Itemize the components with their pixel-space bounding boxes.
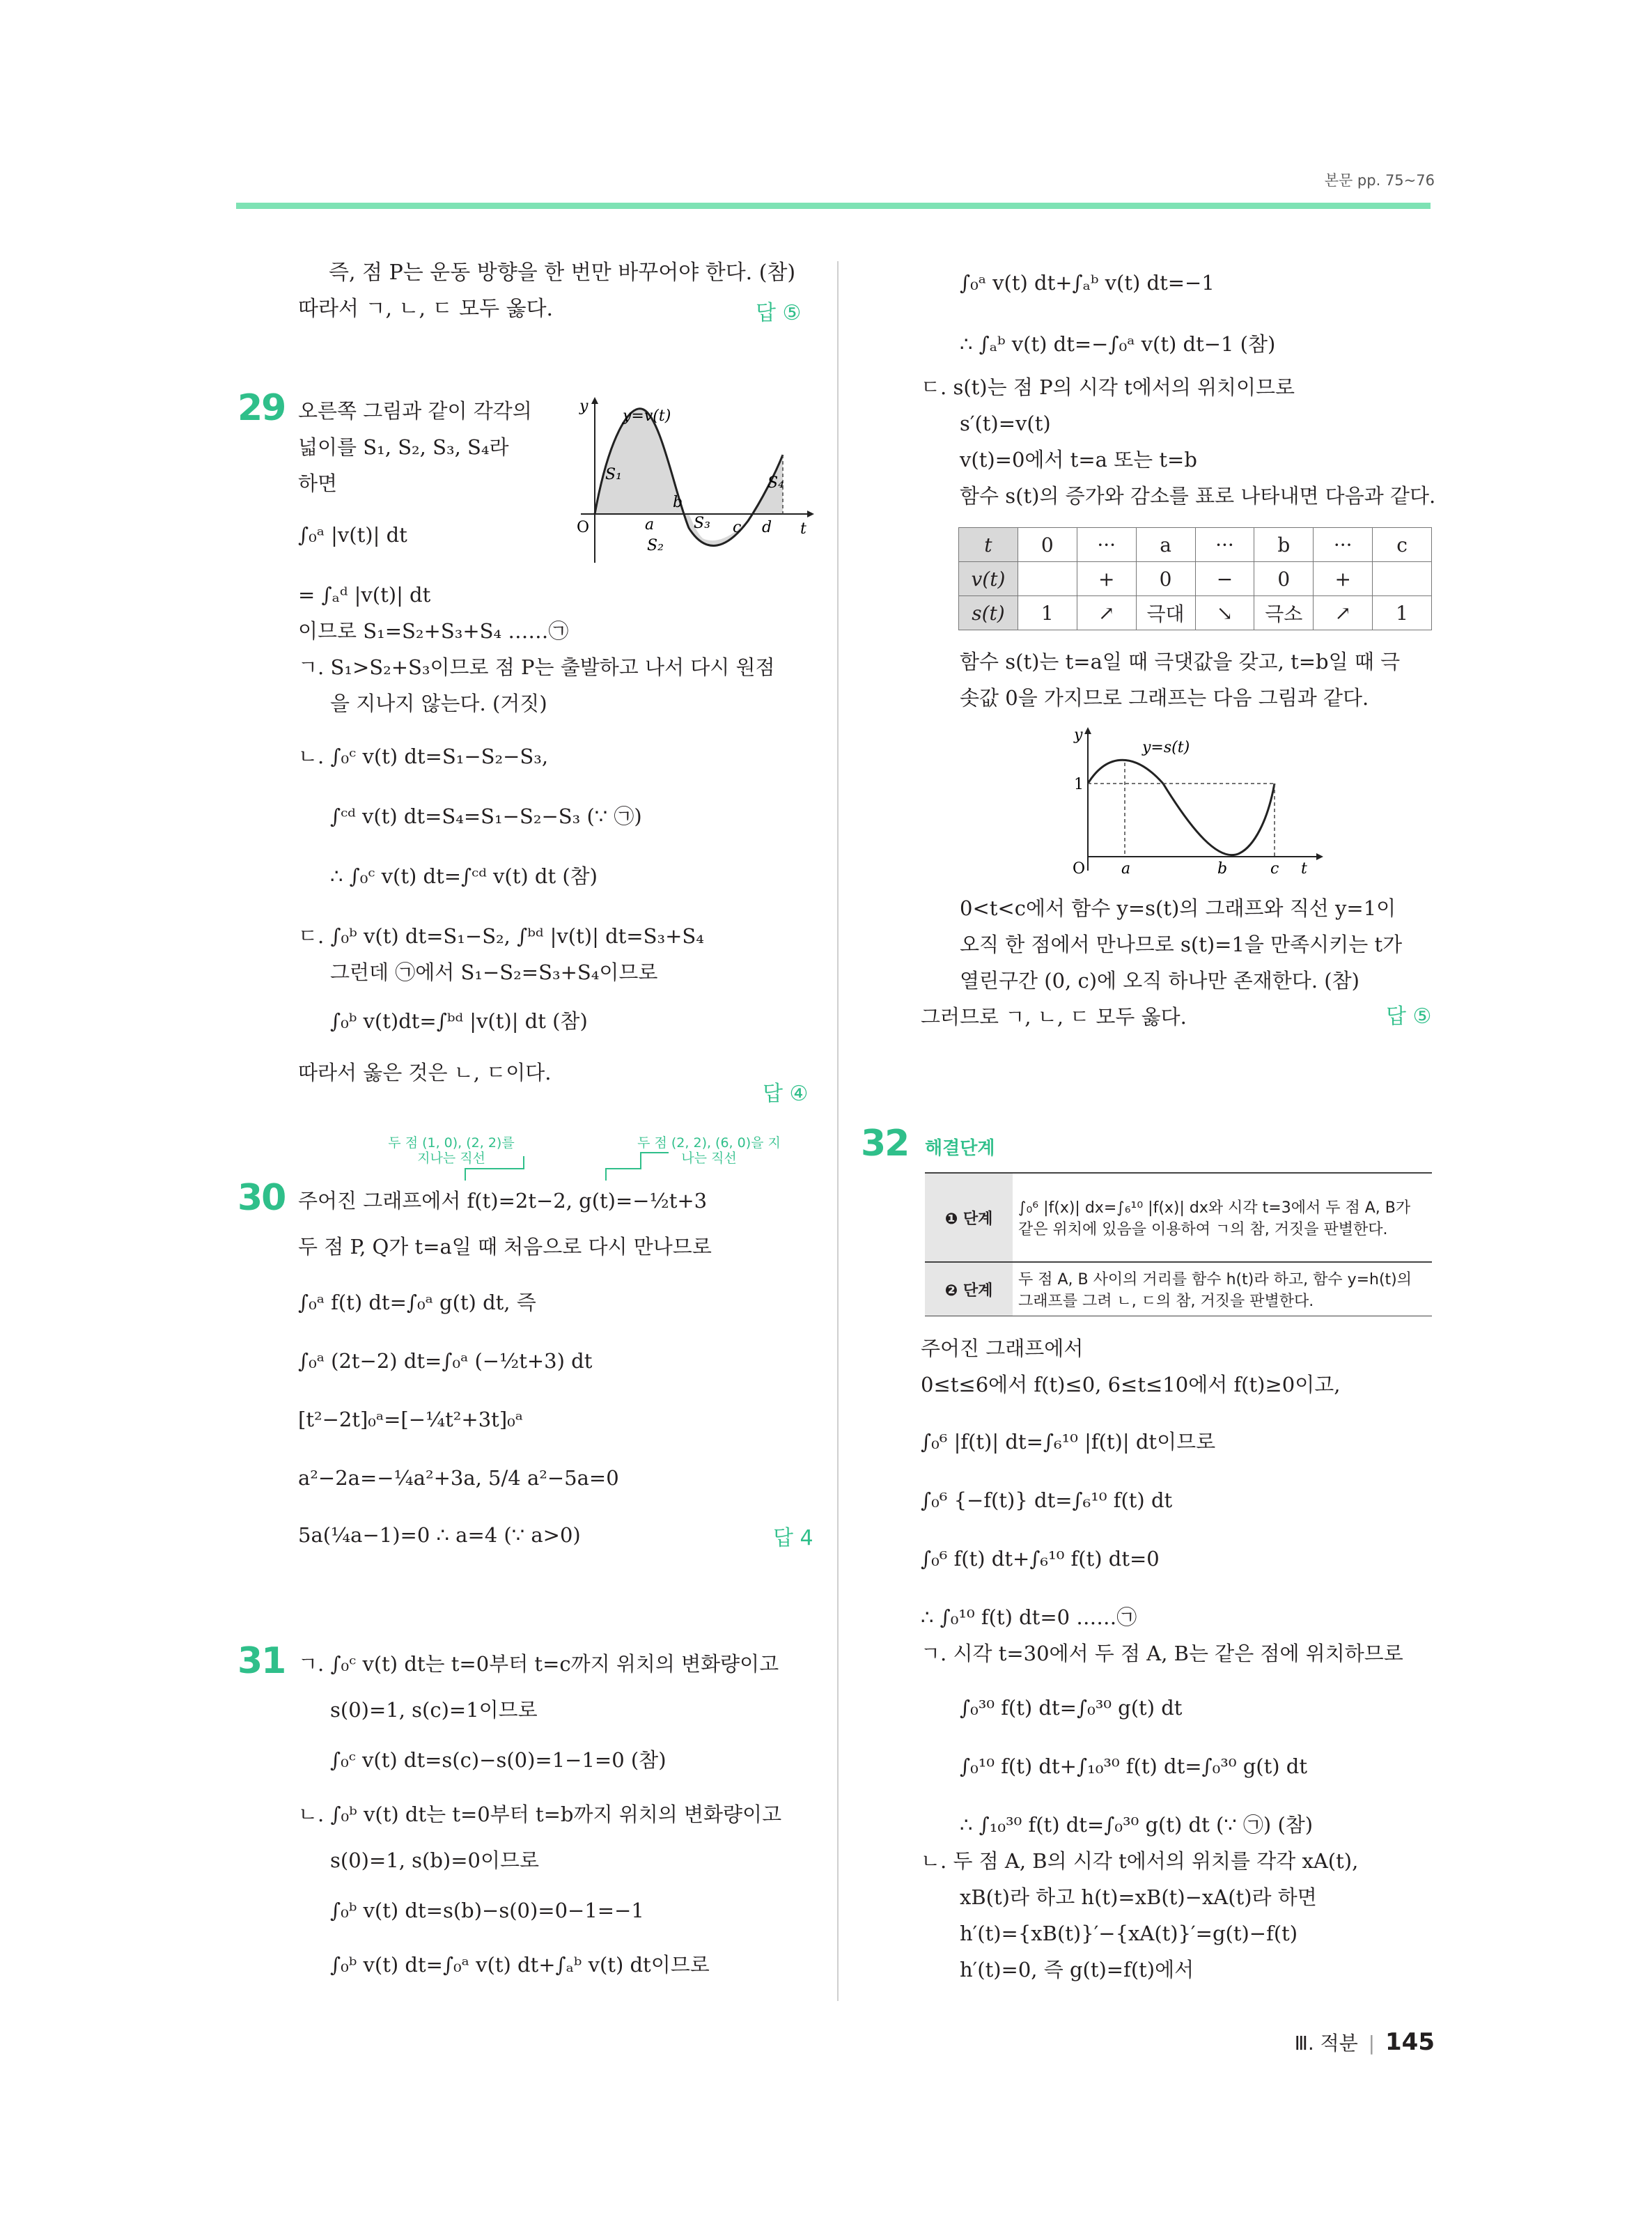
table-cell: +: [1314, 562, 1373, 596]
q29-line: ㄴ. ∫₀ᶜ v(t) dt=S₁−S₂−S₃,: [298, 745, 549, 768]
table-row: [959, 596, 1432, 630]
q31-cont-line: 솟값 0을 가지므로 그래프는 다음 그림과 같다.: [960, 686, 1369, 710]
q30-line: a²−2a=−¼a²+3a, 5/4 a²−5a=0: [298, 1466, 619, 1490]
q32-line: 주어진 그래프에서: [921, 1337, 1084, 1360]
q31-cont-bottom: [921, 890, 1436, 1035]
axis-label-t: t: [1301, 860, 1307, 878]
q30-block: [298, 1183, 813, 1553]
curve-label: y=v(t): [623, 407, 671, 425]
q31-cont-line: ㄷ. s(t)는 점 P의 시각 t에서의 위치이므로: [921, 375, 1295, 399]
table-cell: v(t): [959, 562, 1018, 596]
table-cell: [1018, 562, 1077, 596]
table-cell: b: [1254, 528, 1314, 562]
intro-line: 즉, 점 P는 운동 방향을 한 번만 바꾸어야 한다. (참): [329, 260, 796, 285]
q29-line: ∫₀ᵇ v(t)dt=∫ᵇᵈ |v(t)| dt (참): [330, 1009, 588, 1033]
increase-decrease-table: [958, 527, 1432, 630]
page-footer: [1295, 2028, 1435, 2056]
point-label-c: c: [733, 519, 742, 536]
area-label-s1: S₁: [605, 466, 622, 483]
q32-line: ∫₀⁶ {−f(t)} dt=∫₆¹⁰ f(t) dt: [921, 1488, 1173, 1512]
q31-cont-line: 오직 한 점에서 만나므로 s(t)=1을 만족시키는 t가: [960, 933, 1403, 956]
axis-label-t: t: [800, 520, 806, 538]
point-label-b: b: [673, 494, 683, 511]
q31-cont-line: ∫₀ᵃ v(t) dt+∫ₐᵇ v(t) dt=−1: [960, 271, 1215, 295]
q31-cont-line: s′(t)=v(t): [960, 412, 1051, 435]
table-row: [925, 1173, 1432, 1262]
q32-line: ∫₀⁶ f(t) dt+∫₆¹⁰ f(t) dt=0: [921, 1547, 1160, 1571]
q29-line: 을 지나지 않는다. (거짓): [330, 692, 547, 715]
question-number-31: 31: [237, 1640, 286, 1682]
table-cell: s(t): [959, 596, 1018, 630]
table-cell: +: [1077, 562, 1136, 596]
q30-line: [t²−2t]₀ᵃ=[−¼t²+3t]₀ᵃ: [298, 1408, 523, 1431]
point-label-a: a: [645, 516, 655, 534]
table-cell: ···: [1077, 528, 1136, 562]
q29-line: ㄷ. ∫₀ᵇ v(t) dt=S₁−S₂, ∫ᵇᵈ |v(t)| dt=S₃+S₄: [298, 924, 704, 948]
q29-answer: 답 ④: [763, 1082, 809, 1106]
q32-line: ㄱ. 시각 t=30에서 두 점 A, B는 같은 점에 위치하므로: [921, 1642, 1403, 1665]
q31-cont-line: 함수 s(t)는 t=a일 때 극댓값을 갖고, t=b일 때 극: [960, 650, 1401, 673]
step-text: ∫₀⁶ |f(x)| dx=∫₆¹⁰ |f(x)| dx와 시각 t=3에서 두 점 A, B가 같은 위치에 있음을 이용하여 ㄱ의 참, 거짓을 판별한다.: [1013, 1173, 1432, 1262]
table-row: [925, 1262, 1432, 1316]
q30-line: 5a(¼a−1)=0 ∴ a=4 (∵ a>0): [298, 1523, 581, 1547]
q29-line: 이므로 S₁=S₂+S₃+S₄ ……㉠: [298, 619, 569, 643]
table-row: [959, 562, 1432, 596]
q31-line: ㄱ. ∫₀ᶜ v(t) dt는 t=0부터 t=c까지 위치의 변화량이고: [298, 1652, 779, 1676]
area-label-s3: S₃: [694, 515, 710, 532]
page-number: 145: [1385, 2028, 1435, 2056]
table-cell: 1: [1018, 596, 1077, 630]
q32-block: [921, 1330, 1436, 1988]
table-cell: ↘: [1195, 596, 1254, 630]
tick-label-a: a: [1121, 860, 1131, 878]
q32-line: ∫₀¹⁰ f(t) dt+∫₁₀³⁰ f(t) dt=∫₀³⁰ g(t) dt: [960, 1754, 1308, 1778]
table-cell: ↗: [1314, 596, 1373, 630]
q32-line: ∴ ∫₀¹⁰ f(t) dt=0 ……㉠: [921, 1605, 1137, 1629]
q31-line: ∫₀ᵇ v(t) dt=s(b)−s(0)=0−1=−1: [330, 1899, 644, 1922]
q31-cont-line: 열린구간 (0, c)에 오직 하나만 존재한다. (참): [960, 969, 1359, 992]
q32-line: h′(t)=0, 즉 g(t)=f(t)에서: [960, 1958, 1194, 1981]
intro-answer: 답 ⑤: [756, 301, 802, 325]
question-number-32: 32: [861, 1123, 909, 1165]
area-label-s2: S₂: [647, 537, 664, 554]
column-divider: [837, 261, 839, 2001]
q29-line: 오른쪽 그림과 같이 각각의: [298, 399, 532, 423]
q32-line: h′(t)={xB(t)}′−{xA(t)}′=g(t)−f(t): [960, 1922, 1298, 1945]
step-label: ❶ 단계: [925, 1173, 1013, 1262]
q31-answer: 답 ⑤: [1386, 1004, 1432, 1029]
q32-line: 0≤t≤6에서 f(t)≤0, 6≤t≤10에서 f(t)≥0이고,: [921, 1373, 1341, 1396]
q32-line: ∫₀⁶ |f(t)| dt=∫₆¹⁰ |f(t)| dt이므로: [921, 1430, 1216, 1454]
axis-label-y: y: [1074, 726, 1083, 744]
table-row: [959, 528, 1432, 562]
table-cell: ↗: [1077, 596, 1136, 630]
solution-steps-table: [925, 1172, 1432, 1316]
area-label-s4: S₄: [767, 474, 784, 492]
table-cell: 극대: [1136, 596, 1195, 630]
table-cell: 1: [1373, 596, 1432, 630]
tick-label-c: c: [1270, 860, 1279, 878]
q29-line: ∫₀ᵃ |v(t)| dt: [298, 523, 407, 547]
q29-velocity-graph: [567, 396, 818, 570]
q31-cont-line: 그러므로 ㄱ, ㄴ, ㄷ 모두 옳다.: [921, 1005, 1187, 1029]
q30-hint-left: 두 점 (1, 0), (2, 2)를 지나는 직선: [388, 1135, 515, 1166]
q30-answer: 답 4: [773, 1526, 813, 1550]
q30-line: ∫₀ᵃ (2t−2) dt=∫₀ᵃ (−½t+3) dt: [298, 1349, 593, 1373]
table-cell: 극소: [1254, 596, 1314, 630]
origin-label: O: [577, 519, 590, 536]
page-reference: 본문 pp. 75~76: [1324, 172, 1435, 189]
table-cell: −: [1195, 562, 1254, 596]
q31-cont-top: [921, 265, 1436, 514]
step-label: ❷ 단계: [925, 1262, 1013, 1316]
q29-line: 그런데 ㉠에서 S₁−S₂=S₃+S₄이므로: [330, 960, 658, 984]
step-text: 두 점 A, B 사이의 거리를 함수 h(t)라 하고, 함수 y=h(t)의 그래프를 그려 ㄴ, ㄷ의 참, 거짓을 판별한다.: [1013, 1262, 1432, 1316]
table-cell: a: [1136, 528, 1195, 562]
table-cell: [1373, 562, 1432, 596]
q31-cont-line: v(t)=0에서 t=a 또는 t=b: [960, 448, 1197, 472]
question-number-30: 30: [237, 1177, 286, 1219]
q31-cont-line: 0<t<c에서 함수 y=s(t)의 그래프와 직선 y=1이: [960, 896, 1396, 920]
intro-block: [298, 255, 813, 327]
q30-hint-right: 두 점 (2, 2), (6, 0)을 지나는 직선: [637, 1135, 781, 1166]
tick-label-1: 1: [1074, 776, 1084, 793]
table-cell: ···: [1314, 528, 1373, 562]
q31-block: [298, 1646, 827, 1983]
q29-line: ∴ ∫₀ᶜ v(t) dt=∫ᶜᵈ v(t) dt (참): [330, 864, 598, 888]
q30-line: 두 점 P, Q가 t=a일 때 처음으로 다시 만나므로: [298, 1235, 712, 1259]
header-rule: [236, 203, 1431, 209]
q31-line: s(0)=1, s(b)=0이므로: [330, 1848, 540, 1872]
q31-line: ∫₀ᶜ v(t) dt=s(c)−s(0)=1−1=0 (참): [330, 1748, 667, 1772]
table-cell: 0: [1254, 562, 1314, 596]
table-cell: 0: [1018, 528, 1077, 562]
footer-separator: |: [1368, 2032, 1376, 2055]
q30-hint-brackets: [460, 1149, 780, 1184]
tick-label-b: b: [1217, 860, 1228, 878]
q30-line: ∫₀ᵃ f(t) dt=∫₀ᵃ g(t) dt, 즉: [298, 1291, 536, 1314]
q31-line: ㄴ. ∫₀ᵇ v(t) dt는 t=0부터 t=b까지 위치의 변화량이고: [298, 1802, 782, 1826]
q29-line: 넓이를 S₁, S₂, S₃, S₄라: [298, 435, 509, 459]
q32-line: xB(t)라 하고 h(t)=xB(t)−xA(t)라 하면: [960, 1885, 1317, 1909]
question-number-29: 29: [237, 387, 286, 429]
q29-line: ㄱ. S₁>S₂+S₃이므로 점 P는 출발하고 나서 다시 원점: [298, 655, 775, 679]
q31-cont-mid: [960, 644, 1447, 716]
q31-line: s(0)=1, s(c)=1이므로: [330, 1698, 538, 1722]
origin-label: O: [1073, 860, 1086, 878]
q32-line: ∴ ∫₁₀³⁰ f(t) dt=∫₀³⁰ g(t) dt (∵ ㉠) (참): [960, 1813, 1314, 1837]
table-cell: 0: [1136, 562, 1195, 596]
q32-line: ∫₀³⁰ f(t) dt=∫₀³⁰ g(t) dt: [960, 1696, 1183, 1720]
q31-line: ∫₀ᵇ v(t) dt=∫₀ᵃ v(t) dt+∫ₐᵇ v(t) dt이므로: [330, 1953, 710, 1977]
footer-section: Ⅲ. 적분: [1294, 2032, 1358, 2055]
q29-line: ∫ᶜᵈ v(t) dt=S₄=S₁−S₂−S₃ (∵ ㉠): [330, 804, 642, 828]
point-label-d: d: [762, 519, 772, 536]
q29-line: = ∫ₐᵈ |v(t)| dt: [298, 583, 431, 607]
q29-line: 하면: [298, 472, 338, 495]
intro-line: 따라서 ㄱ, ㄴ, ㄷ 모두 옳다.: [298, 297, 554, 321]
q30-line: 주어진 그래프에서 f(t)=2t−2, g(t)=−½t+3: [298, 1189, 708, 1213]
position-graph: [1066, 724, 1330, 878]
q31-cont-line: 함수 s(t)의 증가와 감소를 표로 나타내면 다음과 같다.: [960, 484, 1436, 508]
table-cell: ···: [1195, 528, 1254, 562]
curve-label: y=s(t): [1142, 739, 1190, 756]
q29-line: 따라서 옳은 것은 ㄴ, ㄷ이다.: [298, 1061, 552, 1084]
axis-label-y: y: [579, 398, 589, 415]
q32-line: ㄴ. 두 점 A, B의 시각 t에서의 위치를 각각 xA(t),: [921, 1849, 1359, 1873]
table-cell: t: [959, 528, 1018, 562]
q31-cont-line: ∴ ∫ₐᵇ v(t) dt=−∫₀ᵃ v(t) dt−1 (참): [960, 332, 1276, 356]
table-cell: c: [1373, 528, 1432, 562]
steps-title: 해결단계: [925, 1138, 995, 1159]
